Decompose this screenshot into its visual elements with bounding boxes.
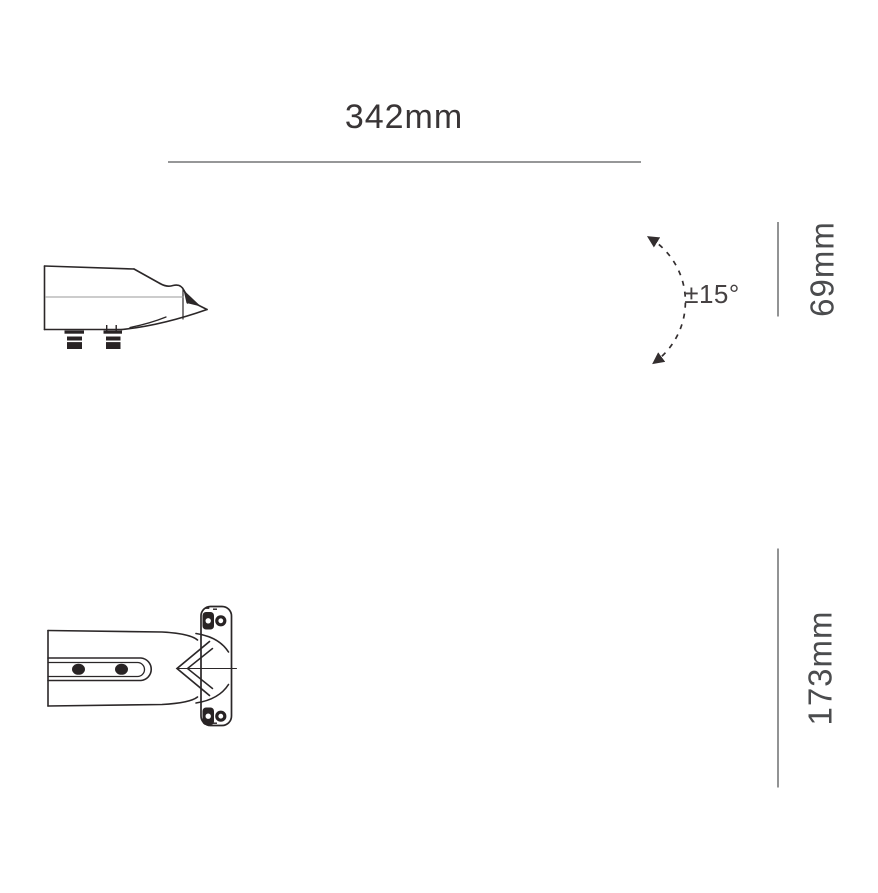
tilt-arc-dashed: [650, 238, 685, 362]
plan-clamp-top: [203, 608, 227, 630]
plan-slot-inner: [48, 663, 145, 677]
tilt-arc: [650, 238, 685, 362]
tilt-angle-label: ±15°: [684, 279, 740, 309]
plan-body-top-edge: [48, 631, 198, 641]
dimension-lines: [168, 162, 778, 788]
plan-clamp-bottom: [203, 708, 227, 726]
top-view-drawing: [48, 607, 237, 726]
plan-screw-dot-left: [72, 664, 85, 675]
length-dimension-label: 173mm: [801, 610, 839, 726]
plan-screw-dot-right: [115, 664, 128, 675]
side-nose-tip: [198, 305, 207, 310]
side-mount-clip-left: [65, 331, 85, 350]
side-pivot-wedge: [184, 290, 202, 307]
plan-body-bottom-edge: [48, 697, 198, 706]
side-nose-top-slope: [134, 269, 160, 284]
height-dimension-label: 69mm: [803, 221, 841, 317]
side-view-drawing: [45, 266, 208, 349]
side-mount-clip-right: [104, 325, 123, 349]
width-dimension-label: 342mm: [344, 98, 464, 136]
side-body-top-edge: [45, 266, 135, 269]
side-hinge-curve: [160, 284, 184, 291]
